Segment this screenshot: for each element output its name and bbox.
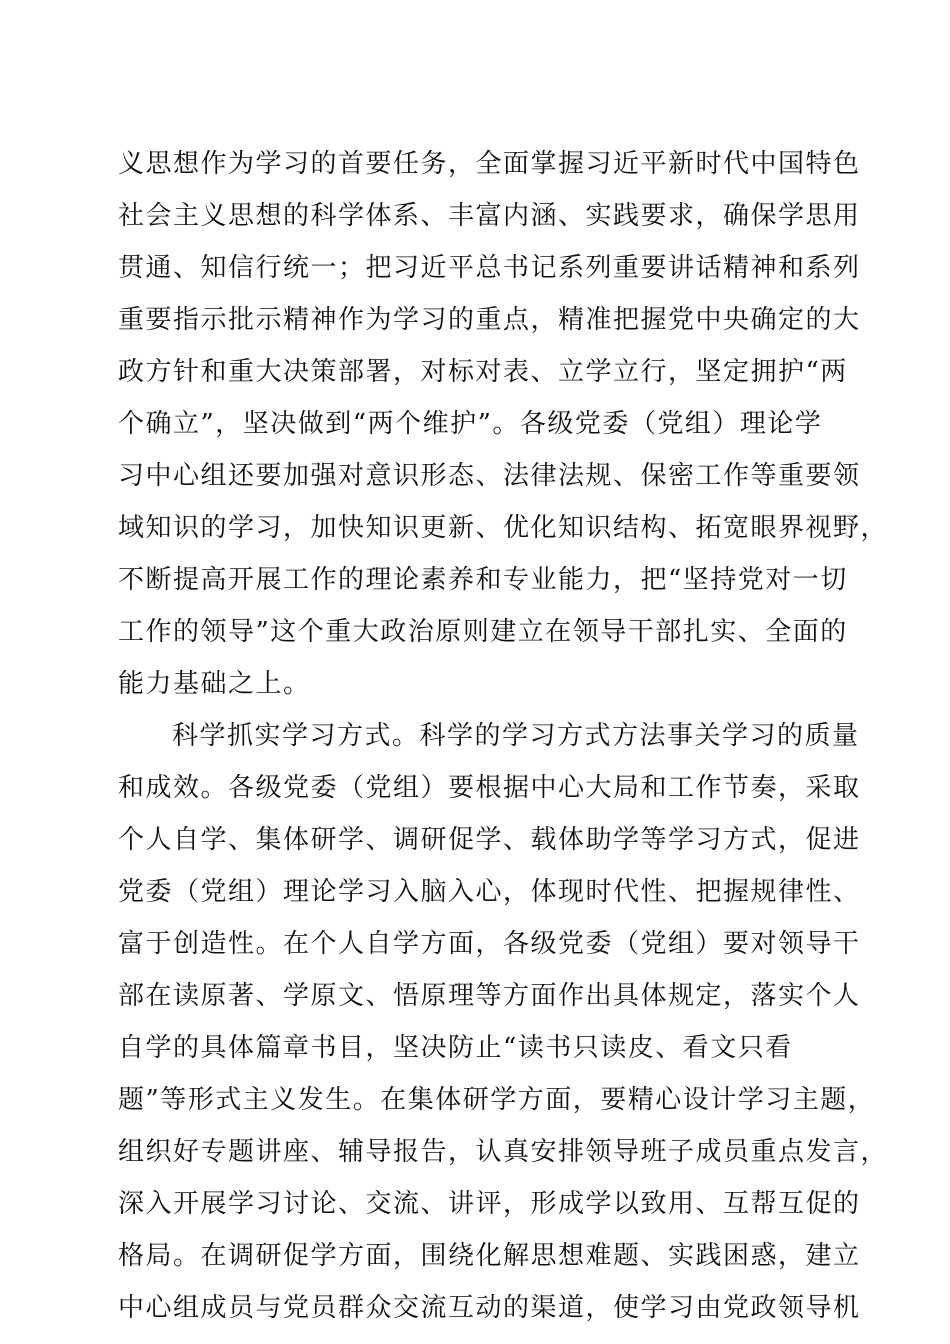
text-line: 和成效。各级党委（党组）要根据中心大局和工作节奏，采取 (118, 773, 861, 803)
text-line: 贯通、知信行统一；把习近平总书记系列重要讲话精神和系列 (118, 253, 861, 283)
body-text (118, 138, 889, 1334)
text-line: 义思想作为学习的首要任务，全面掌握习近平新时代中国特色 (118, 149, 861, 179)
text-line: 深入开展学习讨论、交流、讲评，形成学以致用、互帮互促的 (118, 1189, 861, 1219)
text-line: 习中心组还要加强对意识形态、法律法规、保密工作等重要领 (118, 461, 861, 491)
text-line: 不断提高开展工作的理论素养和专业能力，把“坚持党对一切 (118, 565, 848, 595)
text-line: 部在读原著、学原文、悟原理等方面作出具体规定，落实个人 (118, 981, 861, 1011)
text-line: 政方针和重大决策部署，对标对表、立学立行，坚定拥护“两 (118, 357, 848, 387)
text-line: 个确立”，坚决做到“两个维护”。各级党委（党组）理论学 (118, 409, 823, 439)
text-line: 个人自学、集体研学、调研促学、载体助学等学习方式，促进 (118, 825, 861, 855)
text-line: 党委（党组）理论学习入脑入心，体现时代性、把握规律性、 (118, 877, 861, 907)
text-line: 工作的领导”这个重大政治原则建立在领导干部扎实、全面的 (118, 617, 848, 647)
text-line: 社会主义思想的科学体系、丰富内涵、实践要求，确保学思用 (118, 201, 861, 231)
text-line: 题”等形式主义发生。在集体研学方面，要精心设计学习主题， (118, 1085, 876, 1115)
text-line: 域知识的学习，加快知识更新、优化知识结构、拓宽眼界视野， (118, 513, 889, 543)
text-line: 富于创造性。在个人自学方面，各级党委（党组）要对领导干 (118, 929, 861, 959)
text-line: 重要指示批示精神作为学习的重点，精准把握党中央确定的大 (118, 305, 861, 335)
text-line: 组织好专题讲座、辅导报告，认真安排领导班子成员重点发言， (118, 1137, 889, 1167)
paragraph-start-line: 科学抓实学习方式。科学的学习方式方法事关学习的质量 (172, 721, 860, 751)
text-line: 格局。在调研促学方面，围绕化解思想难题、实践困惑，建立 (118, 1241, 861, 1271)
text-line: 中心组成员与党员群众交流互动的渠道，使学习由党政领导机 (118, 1293, 861, 1323)
text-line: 能力基础之上。 (118, 669, 311, 699)
text-line: 自学的具体篇章书目，坚决防止“读书只读皮、看文只看 (118, 1033, 793, 1063)
